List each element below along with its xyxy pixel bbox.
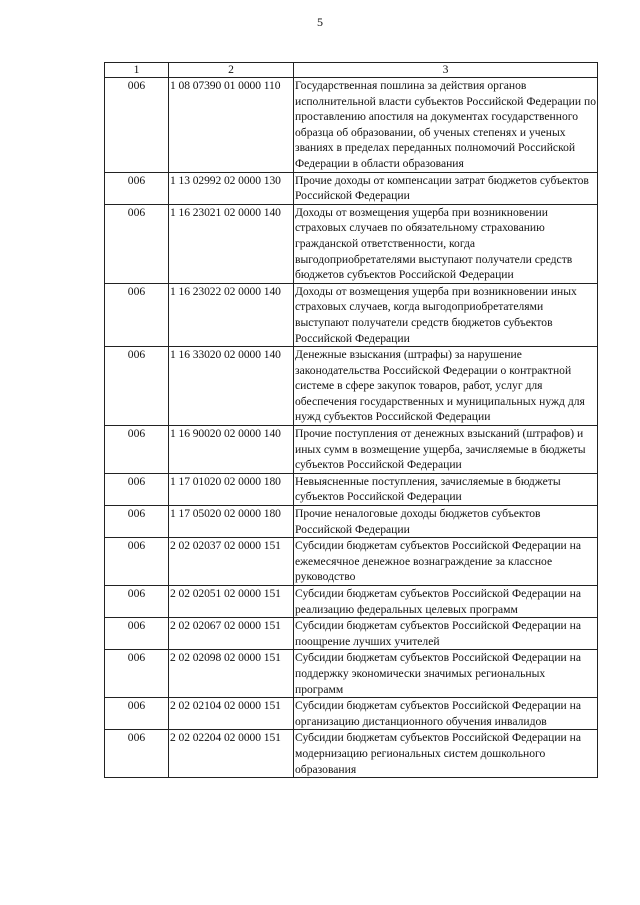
income-name-cell: Субсидии бюджетам субъектов Российской Федерации на реализацию федеральных целевых программ bbox=[294, 586, 598, 618]
income-name-cell: Невыясненные поступления, зачисляемые в бюджеты субъектов Российской Федерации bbox=[294, 473, 598, 505]
admin-code-cell: 006 bbox=[105, 730, 169, 778]
budget-code-cell: 2 02 02037 02 0000 151 bbox=[169, 538, 294, 586]
table-row bbox=[105, 618, 598, 650]
table-row bbox=[105, 586, 598, 618]
budget-code-cell: 2 02 02104 02 0000 151 bbox=[169, 698, 294, 730]
budget-code-cell: 2 02 02067 02 0000 151 bbox=[169, 618, 294, 650]
table-row bbox=[105, 730, 598, 778]
admin-code-cell: 006 bbox=[105, 586, 169, 618]
table-header-row bbox=[105, 63, 598, 78]
budget-code-cell: 2 02 02051 02 0000 151 bbox=[169, 586, 294, 618]
budget-code-cell: 2 02 02204 02 0000 151 bbox=[169, 730, 294, 778]
income-name-cell: Субсидии бюджетам субъектов Российской Федерации на организацию дистанционного обучения инвалидов bbox=[294, 698, 598, 730]
admin-code-cell: 006 bbox=[105, 650, 169, 698]
income-name-cell: Государственная пошлина за действия органов исполнительной власти субъектов Российской Федерации по проставлению апостиля на документах государственного образца об образовании, об ученых степенях и ученых званиях в пределах переданных полномочий Российской Федерации в области образования bbox=[294, 78, 598, 173]
table-row bbox=[105, 78, 598, 173]
table-row bbox=[105, 698, 598, 730]
admin-code-cell: 006 bbox=[105, 78, 169, 173]
admin-code-cell: 006 bbox=[105, 172, 169, 204]
admin-code-cell: 006 bbox=[105, 204, 169, 283]
budget-code-cell: 1 17 01020 02 0000 180 bbox=[169, 473, 294, 505]
table-row bbox=[105, 347, 598, 426]
income-name-cell: Доходы от возмещения ущерба при возникновении иных страховых случаев, когда выгодоприобретателями выступают получатели средств бюджетов субъектов Российской Федерации bbox=[294, 283, 598, 346]
income-name-cell: Прочие неналоговые доходы бюджетов субъектов Российской Федерации bbox=[294, 506, 598, 538]
admin-code-cell: 006 bbox=[105, 283, 169, 346]
income-name-cell: Денежные взыскания (штрафы) за нарушение законодательства Российской Федерации о контрактной системе в сфере закупок товаров, работ, услуг для обеспечения государственных и муниципальных нужд для нужд субъектов Российской Федерации bbox=[294, 347, 598, 426]
table-row bbox=[105, 283, 598, 346]
admin-code-cell: 006 bbox=[105, 347, 169, 426]
column-header-1: 1 bbox=[105, 63, 169, 78]
table-row bbox=[105, 473, 598, 505]
income-name-cell: Субсидии бюджетам субъектов Российской Федерации на ежемесячное денежное вознаграждение за классное руководство bbox=[294, 538, 598, 586]
column-header-3: 3 bbox=[294, 63, 598, 78]
admin-code-cell: 006 bbox=[105, 538, 169, 586]
budget-code-cell: 1 16 23022 02 0000 140 bbox=[169, 283, 294, 346]
income-name-cell: Субсидии бюджетам субъектов Российской Федерации на поддержку экономически значимых региональных программ bbox=[294, 650, 598, 698]
admin-code-cell: 006 bbox=[105, 426, 169, 474]
admin-code-cell: 006 bbox=[105, 473, 169, 505]
income-name-cell: Прочие доходы от компенсации затрат бюджетов субъектов Российской Федерации bbox=[294, 172, 598, 204]
income-name-cell: Прочие поступления от денежных взысканий (штрафов) и иных сумм в возмещение ущерба, зачисляемые в бюджеты субъектов Российской Федерации bbox=[294, 426, 598, 474]
table-row bbox=[105, 506, 598, 538]
admin-code-cell: 006 bbox=[105, 698, 169, 730]
budget-codes-table bbox=[104, 62, 598, 778]
income-name-cell: Субсидии бюджетам субъектов Российской Федерации на поощрение лучших учителей bbox=[294, 618, 598, 650]
budget-code-cell: 2 02 02098 02 0000 151 bbox=[169, 650, 294, 698]
table-row bbox=[105, 204, 598, 283]
budget-code-cell: 1 16 33020 02 0000 140 bbox=[169, 347, 294, 426]
income-name-cell: Субсидии бюджетам субъектов Российской Федерации на модернизацию региональных систем дошкольного образования bbox=[294, 730, 598, 778]
admin-code-cell: 006 bbox=[105, 618, 169, 650]
page-number: 5 bbox=[317, 15, 323, 29]
budget-code-cell: 1 17 05020 02 0000 180 bbox=[169, 506, 294, 538]
budget-code-cell: 1 16 23021 02 0000 140 bbox=[169, 204, 294, 283]
table-row bbox=[105, 426, 598, 474]
admin-code-cell: 006 bbox=[105, 506, 169, 538]
column-header-2: 2 bbox=[169, 63, 294, 78]
table-row bbox=[105, 538, 598, 586]
budget-code-cell: 1 08 07390 01 0000 110 bbox=[169, 78, 294, 173]
income-name-cell: Доходы от возмещения ущерба при возникновении страховых случаев по обязательному страхованию гражданской ответственности, когда выгодоприобретателями выступают получатели средств бюджетов субъектов Российской Федерации bbox=[294, 204, 598, 283]
budget-code-cell: 1 16 90020 02 0000 140 bbox=[169, 426, 294, 474]
budget-code-cell: 1 13 02992 02 0000 130 bbox=[169, 172, 294, 204]
table-row bbox=[105, 650, 598, 698]
table-row bbox=[105, 172, 598, 204]
